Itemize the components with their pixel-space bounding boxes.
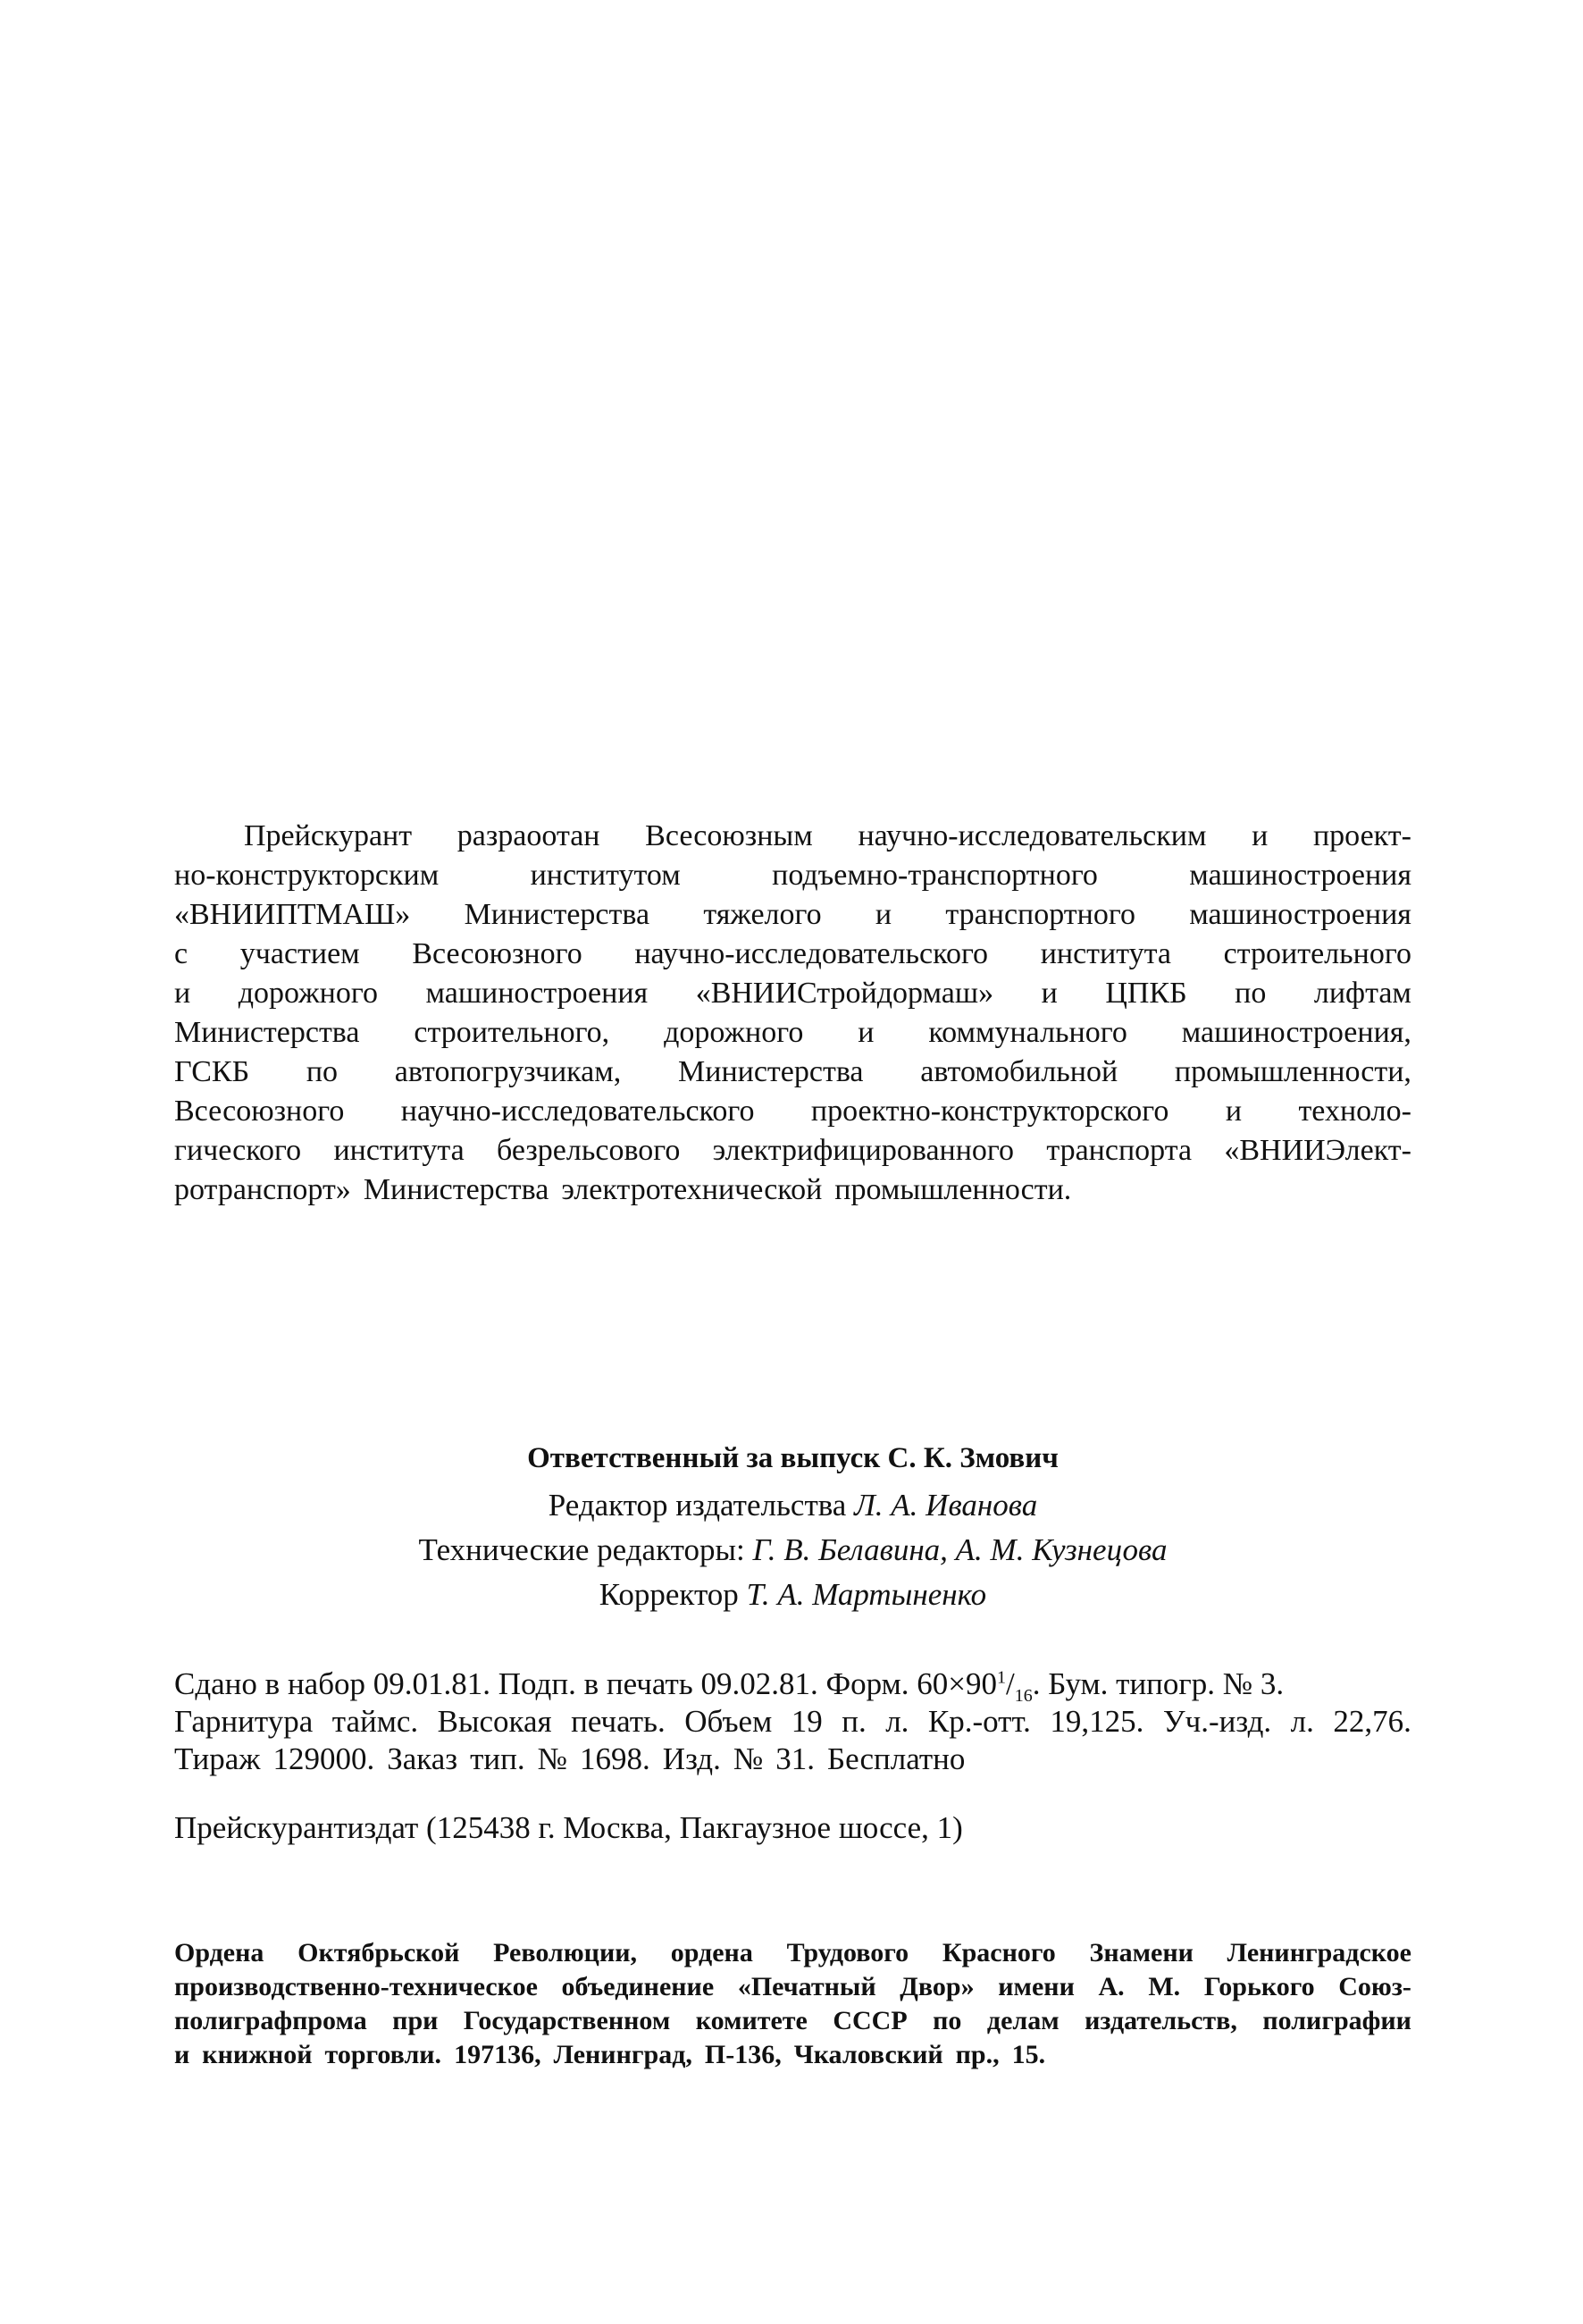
editor-name: Л. А. Иванова <box>854 1488 1038 1523</box>
corrector-name: Т. А. Мартыненко <box>746 1577 987 1612</box>
editor-line <box>174 1483 1411 1528</box>
format-fraction-numerator: 1 <box>997 1667 1006 1688</box>
preface-paragraph-line: «ВНИИПТМАШ» Министерства тяжелого и транспортного машиностроения <box>174 898 1411 931</box>
responsible-line: Ответственный за выпуск С. К. Змович <box>527 1442 1059 1474</box>
preface-paragraph-line: с участием Всесоюзного научно-исследовательского института строительного <box>174 937 1411 970</box>
printer-paragraph <box>174 1936 1411 2072</box>
preface-paragraph-line: ГСКБ по автопогрузчикам, Министерства автомобильной промышленности, <box>174 1055 1411 1088</box>
printer-paragraph-line: и книжной торговли. 197136, Ленинград, П-136, Чкаловский пр., 15. <box>174 2040 1046 2069</box>
preface-paragraph-line: Прейскурант разраоотан Всесоюзным научно-исследовательским и проект- <box>244 819 1411 852</box>
corrector-label: Корректор <box>599 1577 739 1612</box>
imprint-line-3: Тираж 129000. Заказ тип. № 1698. Изд. № 31. Бесплатно <box>174 1741 966 1776</box>
preface-paragraph-line: гического института безрельсового электрифицированного транспорта «ВНИИЭлект- <box>174 1134 1411 1167</box>
publisher-line: Прейскурантиздат (125438 г. Москва, Пакгаузное шоссе, 1) <box>174 1810 963 1845</box>
imprint-line-1-b: . Бум. типогр. № 3. <box>1032 1666 1285 1701</box>
printer-paragraph-line: Ордена Октябрьской Революции, ордена Трудового Красного Знамени Ленинградское <box>174 1938 1411 1967</box>
imprint-line-2: Гарнитура таймс. Высокая печать. Объем 19 п. л. Кр.-отт. 19,125. Уч.-изд. л. 22,76. <box>174 1704 1411 1739</box>
tech-editors-line <box>174 1528 1411 1573</box>
imprint-line-1: Сдано в набор 09.01.81. Подп. в печать 09.02.81. Форм. $60\times 90^1/_{16}$. Бум. типогр. № 3. <box>174 1666 1285 1706</box>
preface-paragraph-line: и дорожного машиностроения «ВНИИСтройдормаш» и ЦПКБ по лифтам <box>174 977 1411 1010</box>
editor-label: Редактор издательства <box>548 1488 847 1523</box>
preface-paragraph <box>174 817 1411 1210</box>
tech-editors-names: Г. В. Белавина, А. М. Кузнецова <box>752 1532 1168 1567</box>
preface-paragraph-line: но-конструкторским институтом подъемно-транспортного машиностроения <box>174 859 1411 892</box>
imprint-block <box>174 1665 1411 1778</box>
preface-paragraph-line: Министерства строительного, дорожного и коммунального машиностроения, <box>174 1016 1411 1049</box>
printer-paragraph-line: производственно-техническое объединение «Печатный Двор» имени А. М. Горького Союз- <box>174 1972 1411 2001</box>
tech-editors-label: Технические редакторы: <box>418 1532 745 1567</box>
credits-block <box>174 1433 1411 1617</box>
imprint-line-1-a: Сдано в набор 09.01.81. Подп. в печать 09.02.81. Форм. 60×90 <box>174 1666 997 1701</box>
printer-paragraph-line: полиграфпрома при Государственном комитете СССР по делам издательств, полиграфии <box>174 2006 1411 2035</box>
corrector-line <box>174 1573 1411 1617</box>
preface-paragraph-line: Всесоюзного научно-исследовательского проектно-конструкторского и техноло- <box>174 1095 1411 1128</box>
format-fraction-denominator: 16 <box>1014 1686 1033 1706</box>
preface-paragraph-line: ротранспорт» Министерства электротехнической промышленности. <box>174 1173 1072 1206</box>
